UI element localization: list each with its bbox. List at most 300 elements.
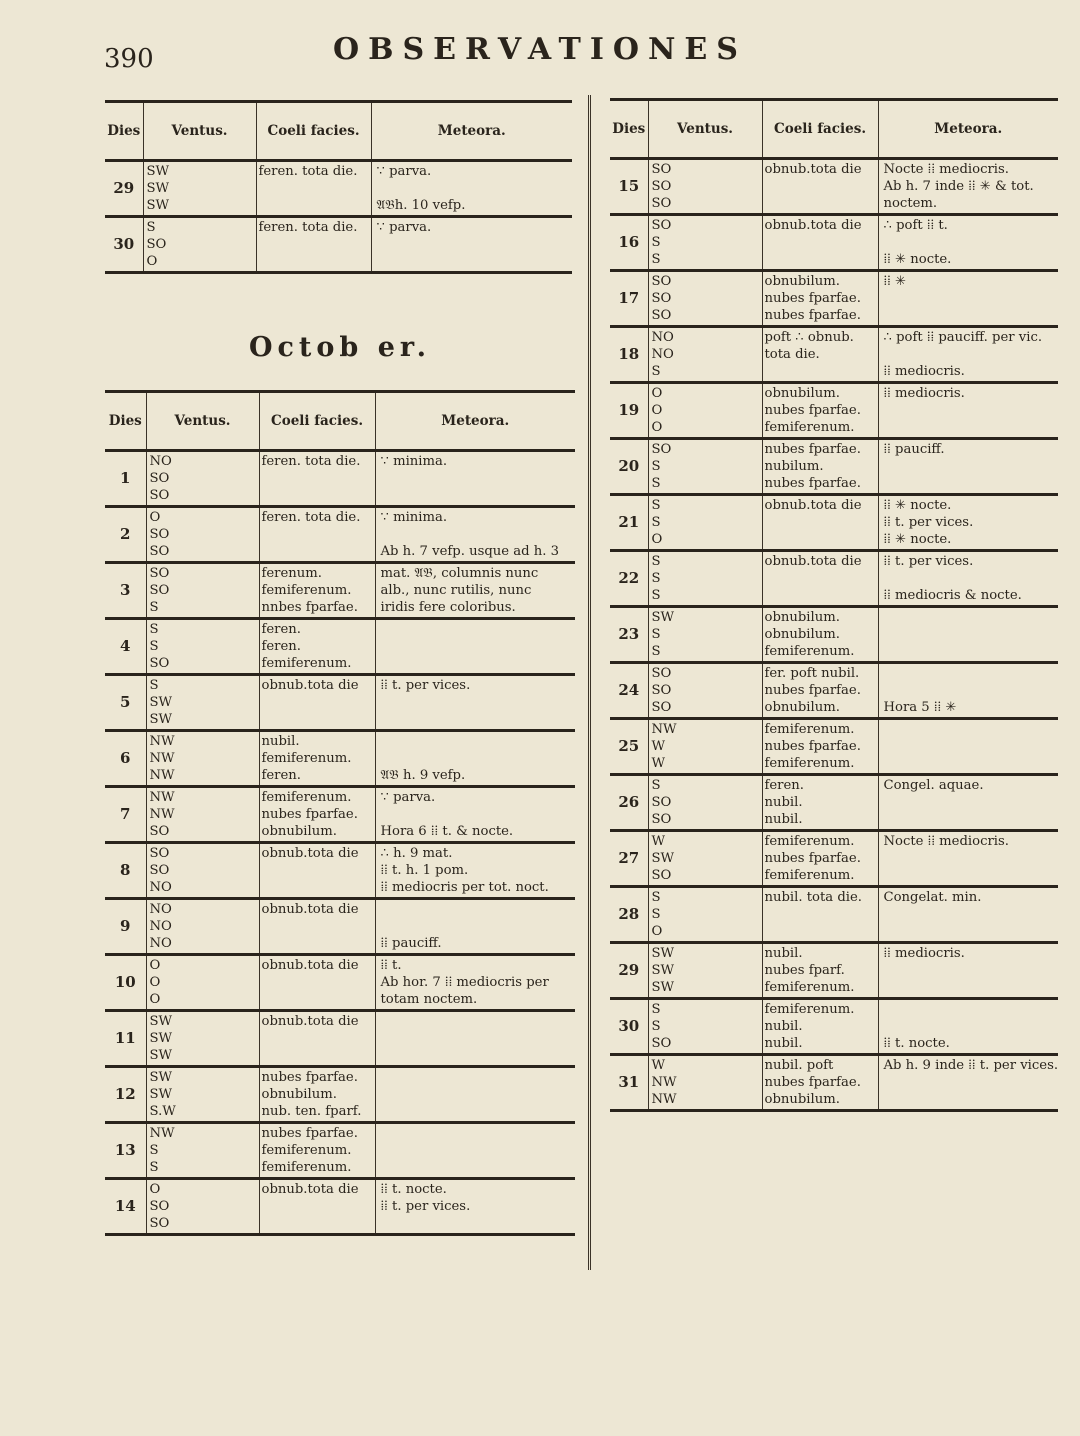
sky-line: femiferenum. (764, 868, 855, 883)
coeli-cell (762, 159, 878, 215)
header-coeli: Coeli facies. (762, 100, 878, 159)
table-row (610, 551, 1058, 607)
wind-line: NW (149, 807, 175, 822)
header-dies: Dies (105, 392, 146, 451)
wind-line: S (651, 476, 661, 491)
day-cell: 15 (610, 159, 648, 215)
sky-line: feren. tota die. (261, 454, 361, 469)
coeli-cell (259, 899, 375, 955)
meteora-line (884, 419, 1057, 436)
sky-line (262, 1047, 373, 1064)
wind-line: S (651, 252, 661, 267)
meteora-line (884, 1091, 1057, 1108)
meteora-line (381, 733, 574, 750)
meteora-line: ⁞⁞ mediocris. (883, 364, 965, 379)
meteora-line: ⁞⁞ t. per vices. (380, 678, 471, 693)
day-cell: 18 (610, 327, 648, 383)
ventus-cell (648, 887, 762, 943)
meteora-line: Hora 5 ⁞⁞ ✳ (883, 700, 957, 715)
meteora-cell (375, 563, 575, 619)
sky-line: nubil. poft (764, 1058, 834, 1073)
day-cell: 30 (610, 999, 648, 1055)
sky-line (262, 974, 373, 991)
day-cell: 13 (105, 1123, 146, 1179)
wind-line: S (651, 364, 661, 379)
wind-line: S (146, 220, 156, 235)
wind-line: SW (651, 851, 675, 866)
wind-line: NO (149, 880, 172, 895)
wind-line: SO (149, 527, 170, 542)
meteora-cell (878, 775, 1058, 831)
meteora-line: Ab h. 7 inde ⁞⁞ ✳ & tot. (883, 179, 1034, 194)
wind-line: NW (651, 1092, 677, 1107)
sky-line (262, 935, 373, 952)
wind-line: SW (146, 198, 170, 213)
meteora-line (381, 694, 574, 711)
ventus-cell (648, 831, 762, 887)
meteora-line (884, 1018, 1057, 1035)
coeli-cell (259, 731, 375, 787)
sky-line: nub. ten. fparf. (261, 1104, 362, 1119)
day-cell: 8 (105, 843, 146, 899)
wind-line: SW (149, 712, 173, 727)
meteora-line (381, 487, 574, 504)
wind-line: NO (651, 347, 674, 362)
wind-line: S (651, 778, 661, 793)
day-cell: 12 (105, 1067, 146, 1123)
wind-line: O (651, 403, 663, 418)
day-cell: 1 (105, 451, 146, 507)
meteora-cell (878, 719, 1058, 775)
wind-line: NW (149, 751, 175, 766)
wind-line: NW (149, 790, 175, 805)
meteora-line: Congelat. min. (883, 890, 982, 905)
day-cell: 23 (610, 607, 648, 663)
sky-line: nubil. (764, 946, 803, 961)
sky-line (765, 234, 876, 251)
meteora-line: Ab h. 9 inde ⁞⁞ t. per vices. (883, 1058, 1058, 1073)
table-row (105, 451, 575, 507)
meteora-line (381, 1030, 574, 1047)
coeli-cell (762, 663, 878, 719)
sky-line: obnub.tota die (261, 1014, 359, 1029)
sky-line: feren. tota die. (261, 510, 361, 525)
sky-line: femiferenum. (764, 1002, 855, 1017)
sky-line: femiferenum. (261, 656, 352, 671)
sky-line: nubil. tota die. (764, 890, 862, 905)
wind-line: SO (149, 544, 170, 559)
table-row (105, 787, 575, 843)
meteora-cell (878, 607, 1058, 663)
sky-line (262, 470, 373, 487)
meteora-cell (375, 787, 575, 843)
coeli-cell (259, 451, 375, 507)
table-row (610, 439, 1058, 495)
sky-line (765, 531, 876, 548)
header-coeli: Coeli facies. (256, 102, 371, 161)
wind-line: SO (149, 583, 170, 598)
wind-line: NO (149, 919, 172, 934)
sky-line: nubes fparfae. (764, 403, 861, 418)
meteora-cell (371, 161, 572, 217)
ventus-cell (648, 943, 762, 999)
wind-line: NO (149, 936, 172, 951)
table-row (105, 1179, 575, 1235)
meteora-line (381, 901, 574, 918)
sky-line: feren. (261, 639, 301, 654)
meteora-line (884, 923, 1057, 940)
ventus-cell (143, 217, 256, 273)
wind-line: W (651, 1058, 666, 1073)
meteora-line: ⁞⁞ mediocris & nocte. (883, 588, 1022, 603)
meteora-cell (878, 551, 1058, 607)
meteora-line (884, 850, 1057, 867)
wind-line: SW (651, 980, 675, 995)
sky-line: femiferenum. (764, 980, 855, 995)
wind-line: SO (651, 700, 672, 715)
meteora-cell (375, 1179, 575, 1235)
table-row (610, 775, 1058, 831)
ventus-cell (146, 1123, 259, 1179)
month-title: Octob er. (248, 332, 432, 363)
wind-line: SW (149, 695, 173, 710)
sky-line (262, 487, 373, 504)
meteora-line (381, 1125, 574, 1142)
table-row (105, 507, 575, 563)
sky-line (765, 587, 876, 604)
sky-line (262, 543, 373, 560)
meteora-line: ⁞⁞ ✳ nocte. (883, 532, 952, 547)
wind-line: S (149, 622, 159, 637)
ventus-cell (146, 1011, 259, 1067)
day-cell: 29 (105, 161, 143, 217)
wind-line: SO (651, 1036, 672, 1051)
ventus-cell (648, 999, 762, 1055)
sky-line: obnub.tota die (261, 846, 359, 861)
wind-line: SO (651, 308, 672, 323)
ventus-cell (146, 1179, 259, 1235)
coeli-cell (762, 495, 878, 551)
sky-line: feren. (261, 622, 301, 637)
meteora-line (377, 253, 571, 270)
meteora-line: ⁞⁞ t. (380, 958, 402, 973)
meteora-cell (878, 999, 1058, 1055)
meteora-line: ∴ poft ⁞⁞ t. (883, 218, 948, 233)
sky-line: nnbes fparfae. (261, 600, 358, 615)
ventus-cell (648, 495, 762, 551)
wind-line: S (651, 627, 661, 642)
wind-line: SO (651, 442, 672, 457)
coeli-cell (259, 1123, 375, 1179)
meteora-line (381, 1215, 574, 1232)
meteora-line (884, 867, 1057, 884)
meteora-line (884, 346, 1057, 363)
meteora-line: 𝔄𝔅h. 10 vefp. (376, 198, 466, 213)
meteora-line: ∵ parva. (380, 790, 436, 805)
sky-line: obnub.tota die (261, 1182, 359, 1197)
wind-line: S (651, 907, 661, 922)
meteora-line (381, 1013, 574, 1030)
sky-line (262, 991, 373, 1008)
meteora-line: ⁞⁞ t. per vices. (883, 515, 974, 530)
meteora-line (884, 458, 1057, 475)
ventus-cell (648, 439, 762, 495)
day-cell: 9 (105, 899, 146, 955)
meteora-line: ∵ minima. (380, 454, 448, 469)
sky-line (765, 570, 876, 587)
meteora-line: ∴ h. 9 mat. (380, 846, 453, 861)
wind-line: SO (149, 863, 170, 878)
meteora-line (884, 234, 1057, 251)
meteora-line (381, 711, 574, 728)
sky-line: obnubilum. (764, 627, 840, 642)
meteora-line (884, 906, 1057, 923)
october-table-left (105, 390, 575, 1236)
meteora-line (884, 475, 1057, 492)
sky-line: nubilum. (764, 459, 824, 474)
sky-line: nubes fparfae. (764, 1075, 861, 1090)
sky-line: nubes fparfae. (764, 476, 861, 491)
wind-line: O (651, 532, 663, 547)
september-table (105, 100, 572, 274)
ventus-cell (648, 719, 762, 775)
header-ventus: Ventus. (648, 100, 762, 159)
sky-line: ferenum. (261, 566, 322, 581)
table-row (610, 831, 1058, 887)
header-ventus: Ventus. (146, 392, 259, 451)
table-row (105, 731, 575, 787)
meteora-line: ⁞⁞ ✳ nocte. (883, 498, 952, 513)
sky-line (262, 694, 373, 711)
table-row (610, 943, 1058, 999)
meteora-line: Ab hor. 7 ⁞⁞ mediocris per (380, 975, 549, 990)
meteora-cell (878, 495, 1058, 551)
ventus-cell (146, 1067, 259, 1123)
meteora-line: ∵ parva. (376, 164, 432, 179)
table-row (610, 159, 1058, 215)
day-cell: 17 (610, 271, 648, 327)
wind-line: SO (149, 824, 170, 839)
meteora-line: ⁞⁞ mediocris per tot. noct. (380, 880, 549, 895)
meteora-line: ∵ minima. (380, 510, 448, 525)
ventus-cell (146, 563, 259, 619)
meteora-line (884, 570, 1057, 587)
sky-line: feren. tota die. (258, 164, 358, 179)
table-row (105, 843, 575, 899)
table-row (105, 1011, 575, 1067)
sky-line (765, 923, 876, 940)
sky-line (765, 178, 876, 195)
wind-line: O (651, 420, 663, 435)
day-cell: 10 (105, 955, 146, 1011)
meteora-line (381, 1142, 574, 1159)
sky-line: obnubilum. (261, 824, 337, 839)
meteora-line (884, 307, 1057, 324)
october-table-right (610, 98, 1058, 1112)
meteora-line (381, 1069, 574, 1086)
sky-line: nubes fparfae. (764, 851, 861, 866)
day-cell: 25 (610, 719, 648, 775)
wind-line: NW (651, 722, 677, 737)
sky-line: femiferenum. (261, 790, 352, 805)
sky-line: obnubilum. (764, 386, 840, 401)
wind-line: SW (149, 1048, 173, 1063)
sky-line: nubil. (764, 1019, 803, 1034)
coeli-cell (259, 675, 375, 731)
wind-line: NO (149, 454, 172, 469)
sky-line (765, 514, 876, 531)
sky-line: nubil. (261, 734, 300, 749)
wind-line: S (149, 639, 159, 654)
meteora-line (381, 750, 574, 767)
day-cell: 29 (610, 943, 648, 999)
table-row (105, 1123, 575, 1179)
coeli-cell (259, 843, 375, 899)
table-row (610, 607, 1058, 663)
table-row (610, 1055, 1058, 1111)
wind-line: SO (651, 812, 672, 827)
day-cell: 31 (610, 1055, 648, 1111)
wind-line: S (651, 890, 661, 905)
sky-line (259, 180, 369, 197)
meteora-line (884, 402, 1057, 419)
header-dies: Dies (105, 102, 143, 161)
meteora-cell (375, 843, 575, 899)
day-cell: 11 (105, 1011, 146, 1067)
wind-line: NO (651, 330, 674, 345)
meteora-cell (878, 439, 1058, 495)
center-divider (588, 95, 591, 1270)
coeli-cell (762, 439, 878, 495)
sky-line (262, 862, 373, 879)
table-row (105, 955, 575, 1011)
header-meteora: Meteora. (375, 392, 575, 451)
sky-line: obnubilum. (764, 700, 840, 715)
wind-line: SO (149, 1199, 170, 1214)
header-meteora: Meteora. (878, 100, 1058, 159)
wind-line: O (149, 992, 161, 1007)
sky-line: nubes fparfae. (764, 291, 861, 306)
sky-line (262, 879, 373, 896)
meteora-line: ⁞⁞ mediocris. (883, 946, 965, 961)
wind-line: S (651, 1019, 661, 1034)
meteora-line (377, 180, 571, 197)
coeli-cell (762, 775, 878, 831)
sky-line (262, 1198, 373, 1215)
meteora-line: Ab h. 7 vefp. usque ad h. 3 (380, 544, 560, 559)
sky-line: femiferenum. (261, 583, 352, 598)
wind-line: SO (149, 488, 170, 503)
wind-line: O (149, 1182, 161, 1197)
table-row (610, 663, 1058, 719)
ventus-cell (146, 507, 259, 563)
wind-line: S (651, 459, 661, 474)
sky-line: feren. (261, 768, 301, 783)
day-cell: 20 (610, 439, 648, 495)
page-number: 390 (104, 44, 154, 74)
meteora-cell (878, 1055, 1058, 1111)
table-row (610, 887, 1058, 943)
table-row (610, 327, 1058, 383)
coeli-cell (762, 943, 878, 999)
day-cell: 5 (105, 675, 146, 731)
ventus-cell (648, 775, 762, 831)
wind-line: SW (149, 1087, 173, 1102)
header-dies: Dies (610, 100, 648, 159)
sky-line: feren. (764, 778, 804, 793)
header-meteora: Meteora. (371, 102, 572, 161)
coeli-cell (762, 383, 878, 439)
meteora-line: Nocte ⁞⁞ mediocris. (883, 162, 1009, 177)
wind-line: SW (651, 610, 675, 625)
page-title: OBSERVATIONES (333, 32, 747, 67)
meteora-line: alb., nunc rutilis, nunc (380, 583, 532, 598)
ventus-cell (143, 161, 256, 217)
wind-line: S (651, 644, 661, 659)
wind-line: S (651, 235, 661, 250)
meteora-line (884, 962, 1057, 979)
sky-line: femiferenum. (764, 722, 855, 737)
sky-line: obnub.tota die (261, 678, 359, 693)
sky-line: femiferenum. (764, 420, 855, 435)
wind-line: O (149, 510, 161, 525)
sky-line (765, 195, 876, 212)
table-row (610, 271, 1058, 327)
coeli-cell (762, 215, 878, 271)
wind-line: S (651, 554, 661, 569)
sky-line: obnub.tota die (764, 218, 862, 233)
day-cell: 4 (105, 619, 146, 675)
coeli-cell (256, 161, 371, 217)
meteora-line (884, 755, 1057, 772)
meteora-line (884, 738, 1057, 755)
meteora-cell (878, 943, 1058, 999)
sky-line: obnubilum. (261, 1087, 337, 1102)
wind-line: W (651, 834, 666, 849)
sky-line: nubil. (764, 795, 803, 810)
coeli-cell (762, 1055, 878, 1111)
ventus-cell (648, 1055, 762, 1111)
sky-line (262, 526, 373, 543)
coeli-cell (762, 719, 878, 775)
meteora-line: noctem. (883, 196, 938, 211)
meteora-line (884, 665, 1057, 682)
coeli-cell (259, 1067, 375, 1123)
wind-line: S (149, 1160, 159, 1175)
meteora-line (381, 470, 574, 487)
wind-line: SO (149, 471, 170, 486)
wind-line: S (149, 678, 159, 693)
sky-line: nubes fparfae. (764, 308, 861, 323)
sky-line: nubes fparfae. (764, 683, 861, 698)
meteora-line (381, 1047, 574, 1064)
meteora-line (884, 721, 1057, 738)
meteora-cell (878, 831, 1058, 887)
sky-line (262, 918, 373, 935)
wind-line: S (651, 571, 661, 586)
coeli-cell (762, 999, 878, 1055)
wind-line: SW (149, 1014, 173, 1029)
sky-line: nubil. (764, 1036, 803, 1051)
wind-line: SO (651, 162, 672, 177)
meteora-line (884, 626, 1057, 643)
ventus-cell (648, 663, 762, 719)
meteora-cell (375, 675, 575, 731)
table-row (610, 215, 1058, 271)
day-cell: 6 (105, 731, 146, 787)
sky-line (259, 197, 369, 214)
sky-line: nubes fparf. (764, 963, 845, 978)
